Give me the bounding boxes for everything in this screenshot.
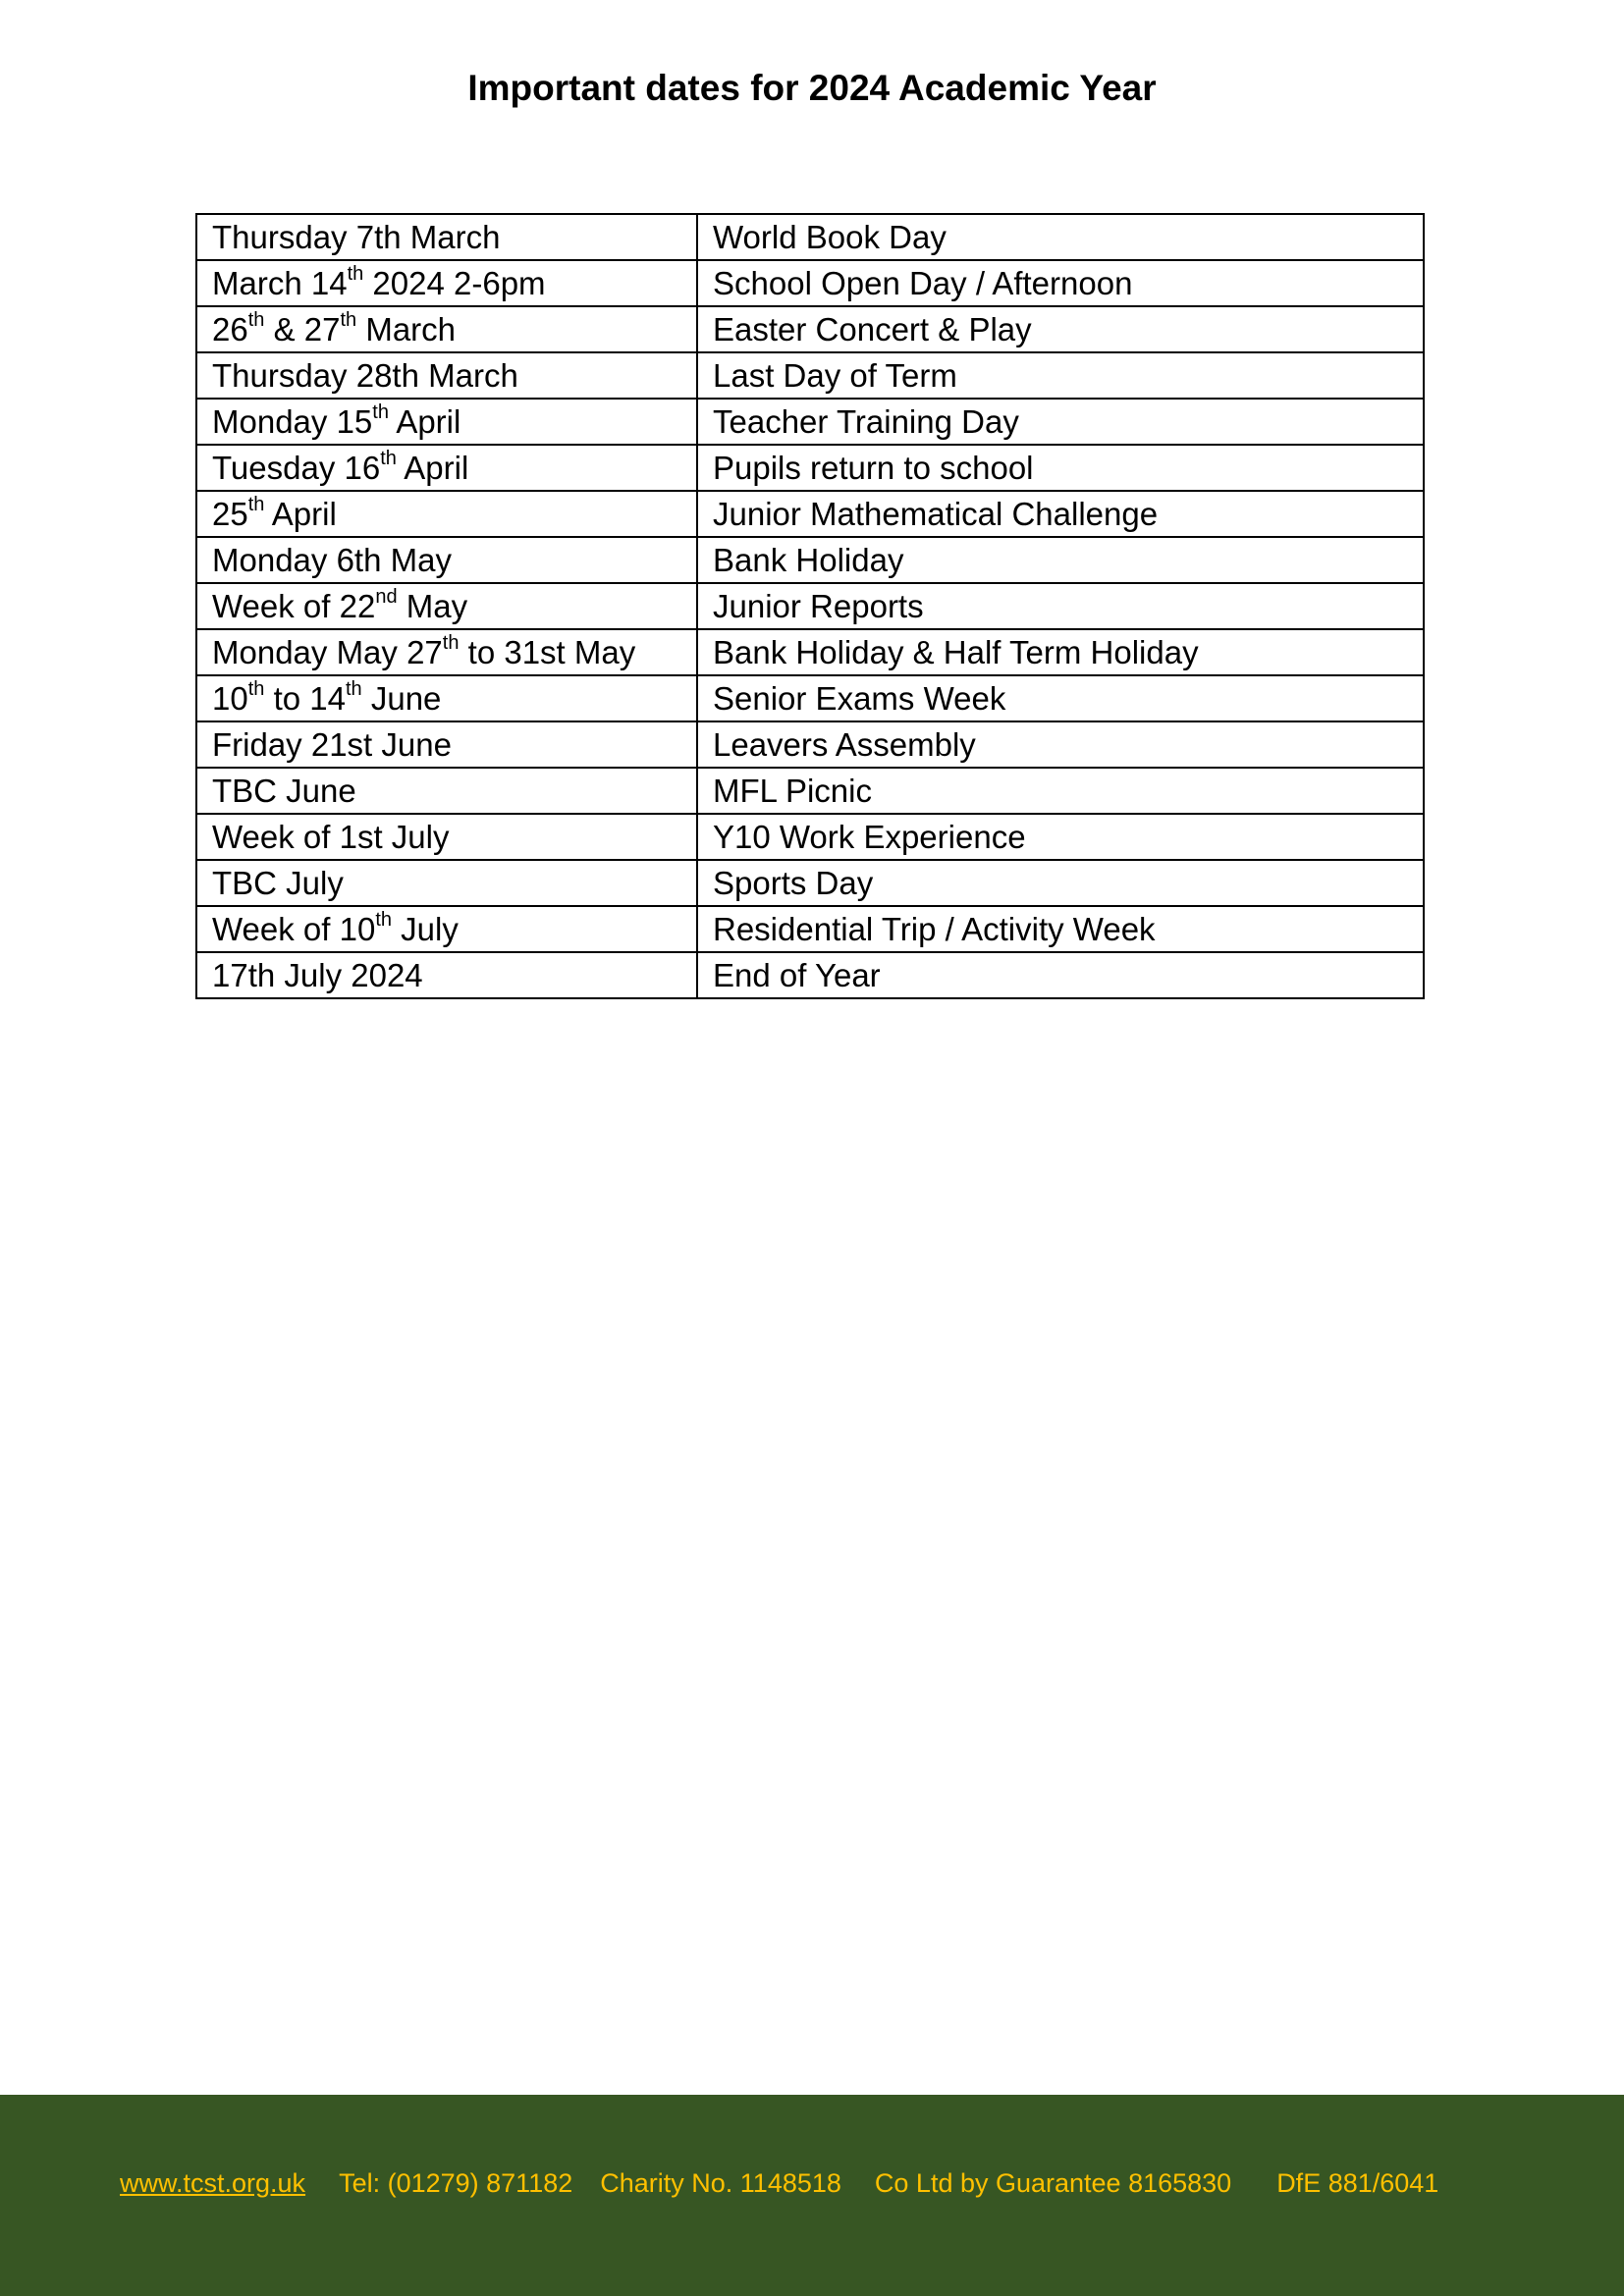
ordinal-suffix: nd <box>375 586 398 608</box>
event-cell: Teacher Training Day <box>697 399 1424 445</box>
footer-info <box>120 2165 1438 2201</box>
date-cell <box>196 352 697 399</box>
event-cell: Pupils return to school <box>697 445 1424 491</box>
date-text: Monday May 27 <box>212 634 443 670</box>
ordinal-suffix: th <box>247 309 265 331</box>
event-cell: Junior Mathematical Challenge <box>697 491 1424 537</box>
date-cell <box>196 445 697 491</box>
event-cell: Senior Exams Week <box>697 675 1424 721</box>
table-row <box>196 629 1424 675</box>
table-row <box>196 675 1424 721</box>
footer-bar <box>0 2095 1624 2296</box>
date-cell <box>196 675 697 721</box>
table-row <box>196 260 1424 306</box>
date-text: to 31st May <box>459 634 636 670</box>
event-cell: Last Day of Term <box>697 352 1424 399</box>
date-text: March 14 <box>212 265 348 301</box>
table-row <box>196 721 1424 768</box>
ordinal-suffix: th <box>380 448 397 469</box>
event-cell: World Book Day <box>697 214 1424 260</box>
date-text: Thursday 28th March <box>212 357 518 394</box>
date-text: May <box>397 588 468 624</box>
table-row <box>196 537 1424 583</box>
date-text: TBC July <box>212 865 344 901</box>
date-cell <box>196 583 697 629</box>
date-text: TBC June <box>212 773 356 809</box>
event-cell: End of Year <box>697 952 1424 998</box>
ordinal-suffix: th <box>340 309 357 331</box>
date-text: 17th July 2024 <box>212 957 423 993</box>
date-text: April <box>388 403 461 440</box>
date-cell <box>196 399 697 445</box>
ordinal-suffix: th <box>442 632 460 654</box>
date-cell <box>196 952 697 998</box>
date-cell <box>196 906 697 952</box>
ordinal-suffix: th <box>347 263 364 285</box>
table-row <box>196 214 1424 260</box>
event-cell: Easter Concert & Play <box>697 306 1424 352</box>
event-cell: School Open Day / Afternoon <box>697 260 1424 306</box>
charity-number: Charity No. 1148518 <box>600 2168 841 2198</box>
dates-table-body <box>196 214 1424 998</box>
table-row <box>196 860 1424 906</box>
date-text: Thursday 7th March <box>212 219 501 255</box>
ordinal-suffix: th <box>247 494 265 515</box>
table-row <box>196 399 1424 445</box>
event-cell: Junior Reports <box>697 583 1424 629</box>
event-cell: Y10 Work Experience <box>697 814 1424 860</box>
date-cell <box>196 537 697 583</box>
date-text: Week of 22 <box>212 588 376 624</box>
date-text: 2024 2-6pm <box>363 265 546 301</box>
date-cell <box>196 860 697 906</box>
date-cell <box>196 721 697 768</box>
table-row <box>196 768 1424 814</box>
page-title: Important dates for 2024 Academic Year <box>467 68 1157 108</box>
dates-table <box>195 213 1425 999</box>
table-row <box>196 306 1424 352</box>
date-text: March <box>356 311 457 347</box>
date-text: Week of 1st July <box>212 819 450 855</box>
date-text: Friday 21st June <box>212 726 452 763</box>
event-cell: Sports Day <box>697 860 1424 906</box>
date-cell <box>196 306 697 352</box>
date-text: April <box>264 496 337 532</box>
event-cell: Residential Trip / Activity Week <box>697 906 1424 952</box>
date-text: Week of 10 <box>212 911 376 947</box>
table-row <box>196 491 1424 537</box>
dfe-number: DfE 881/6041 <box>1276 2168 1439 2198</box>
date-cell <box>196 214 697 260</box>
date-cell <box>196 629 697 675</box>
date-cell <box>196 491 697 537</box>
date-text: 26 <box>212 311 248 347</box>
table-row <box>196 583 1424 629</box>
date-cell <box>196 260 697 306</box>
date-text: June <box>361 680 442 717</box>
ordinal-suffix: th <box>247 678 265 700</box>
date-cell <box>196 768 697 814</box>
event-cell: Bank Holiday & Half Term Holiday <box>697 629 1424 675</box>
table-row <box>196 814 1424 860</box>
date-text: & 27 <box>264 311 341 347</box>
table-row <box>196 906 1424 952</box>
event-cell: Bank Holiday <box>697 537 1424 583</box>
date-text: Tuesday 16 <box>212 450 381 486</box>
table-row <box>196 445 1424 491</box>
date-text: 25 <box>212 496 248 532</box>
ordinal-suffix: th <box>375 909 393 931</box>
date-text: Monday 6th May <box>212 542 452 578</box>
table-row <box>196 352 1424 399</box>
date-text: to 14 <box>264 680 346 717</box>
event-cell: Leavers Assembly <box>697 721 1424 768</box>
date-text: 10 <box>212 680 248 717</box>
ordinal-suffix: th <box>345 678 362 700</box>
company-number: Co Ltd by Guarantee 8165830 <box>874 2168 1232 2198</box>
date-text: Monday 15 <box>212 403 373 440</box>
date-cell <box>196 814 697 860</box>
table-row <box>196 952 1424 998</box>
telephone-number: Tel: (01279) 871182 <box>339 2168 573 2198</box>
ordinal-suffix: th <box>372 401 389 423</box>
date-text: July <box>392 911 459 947</box>
website-link[interactable]: www.tcst.org.uk <box>120 2168 306 2198</box>
event-cell: MFL Picnic <box>697 768 1424 814</box>
date-text: April <box>396 450 469 486</box>
